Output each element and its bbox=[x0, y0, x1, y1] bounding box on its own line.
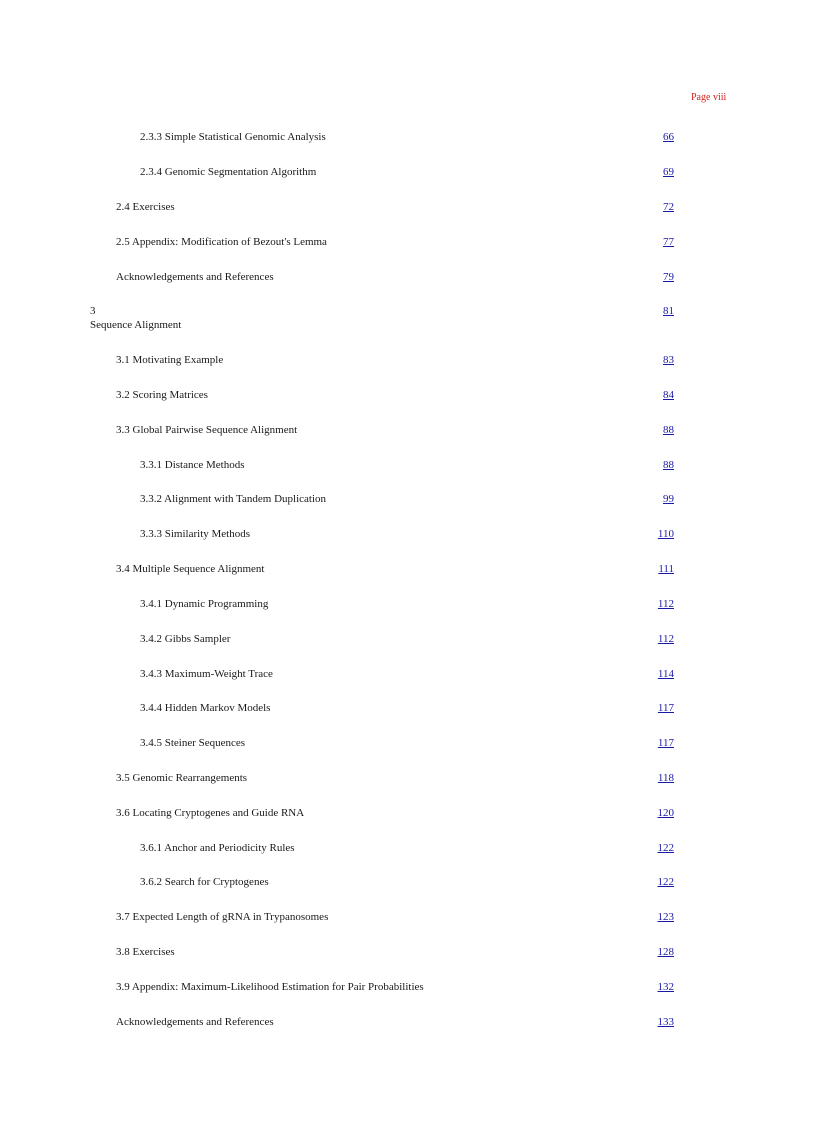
chapter-title: Sequence Alignment bbox=[90, 319, 182, 331]
toc-page-link[interactable]: 111 bbox=[658, 563, 674, 575]
toc-page-link[interactable]: 123 bbox=[657, 911, 674, 923]
toc-page-link[interactable]: 117 bbox=[657, 737, 674, 749]
toc-entry bbox=[0, 598, 816, 614]
toc-page-link[interactable]: 77 bbox=[663, 236, 674, 248]
toc-entry-title: 3.4.1 Dynamic Programming bbox=[140, 598, 269, 610]
toc-entry-title: 3.7 Expected Length of gRNA in Trypanosomes bbox=[116, 911, 329, 923]
toc-entry-title: 3.1 Motivating Example bbox=[116, 354, 224, 366]
toc-page-link[interactable]: 69 bbox=[663, 166, 674, 178]
toc-entry-title: 3.6.2 Search for Cryptogenes bbox=[140, 876, 269, 888]
toc-entry bbox=[0, 772, 816, 788]
toc-entry bbox=[0, 946, 816, 962]
chapter-number: 3 bbox=[90, 305, 96, 317]
toc-entry-title: 3.3 Global Pairwise Sequence Alignment bbox=[116, 424, 298, 436]
toc-page-link[interactable]: 110 bbox=[657, 528, 674, 540]
toc-page-link[interactable]: 112 bbox=[657, 633, 674, 645]
toc-page-link[interactable]: 88 bbox=[663, 459, 674, 471]
toc-entry bbox=[0, 842, 816, 858]
toc-entry-title: 3.8 Exercises bbox=[116, 946, 175, 958]
toc-entry bbox=[0, 807, 816, 823]
toc-page-link[interactable]: 72 bbox=[663, 201, 674, 213]
toc-entry-title: Acknowledgements and References bbox=[116, 271, 274, 283]
page-number-label: Page viii bbox=[691, 92, 727, 103]
toc-entry bbox=[0, 737, 816, 753]
toc-entry bbox=[0, 493, 816, 509]
toc-page-link[interactable]: 88 bbox=[663, 424, 674, 436]
toc-entry-title: Acknowledgements and References bbox=[116, 1016, 274, 1028]
toc-entry bbox=[0, 702, 816, 718]
toc-entry bbox=[0, 668, 816, 684]
toc-entry bbox=[0, 389, 816, 405]
toc-entry bbox=[0, 1016, 816, 1032]
toc-entry-title: 2.3.4 Genomic Segmentation Algorithm bbox=[140, 166, 317, 178]
toc-entry-title: 2.4 Exercises bbox=[116, 201, 175, 213]
toc-entry bbox=[0, 528, 816, 544]
toc-entry bbox=[0, 236, 816, 252]
toc-page-link[interactable]: 118 bbox=[657, 772, 674, 784]
toc-page-link[interactable]: 122 bbox=[657, 842, 674, 854]
toc-entry-title: 3.3.2 Alignment with Tandem Duplication bbox=[140, 493, 327, 505]
toc-entry-title: 3.3.3 Similarity Methods bbox=[140, 528, 250, 540]
toc-page-link[interactable]: 66 bbox=[663, 131, 674, 143]
toc-entry-title: 3.6.1 Anchor and Periodicity Rules bbox=[140, 842, 295, 854]
toc-page-link[interactable]: 132 bbox=[657, 981, 674, 993]
toc-entry-title: 3.4.2 Gibbs Sampler bbox=[140, 633, 231, 645]
toc-entry-title: 3.3.1 Distance Methods bbox=[140, 459, 245, 471]
toc-entry-title: 2.3.3 Simple Statistical Genomic Analysis bbox=[140, 131, 326, 143]
toc-entry bbox=[0, 354, 816, 370]
toc-page-link[interactable]: 83 bbox=[663, 354, 674, 366]
toc-entry bbox=[0, 459, 816, 475]
toc-page-link[interactable]: 133 bbox=[657, 1016, 674, 1028]
toc-entry-title: 3.4 Multiple Sequence Alignment bbox=[116, 563, 265, 575]
toc-entry-title: 3.4.4 Hidden Markov Models bbox=[140, 702, 271, 714]
toc-entry bbox=[0, 981, 816, 997]
toc-page-link[interactable]: 117 bbox=[657, 702, 674, 714]
toc-entry-title: 3.5 Genomic Rearrangements bbox=[116, 772, 248, 784]
toc-page-link[interactable]: 79 bbox=[663, 271, 674, 283]
toc-entry-title: 3.4.3 Maximum-Weight Trace bbox=[140, 668, 273, 680]
toc-entry bbox=[0, 271, 816, 287]
toc-entry bbox=[0, 424, 816, 440]
toc-entry-title: 3.9 Appendix: Maximum-Likelihood Estimation for Pair Probabilities bbox=[116, 981, 424, 993]
toc-entry bbox=[0, 633, 816, 649]
toc-entry bbox=[0, 201, 816, 217]
toc-chapter-entry bbox=[0, 305, 816, 335]
toc-entry bbox=[0, 911, 816, 927]
toc-page-link[interactable]: 120 bbox=[657, 807, 674, 819]
toc-page-link[interactable]: 112 bbox=[657, 598, 674, 610]
toc-entry bbox=[0, 166, 816, 182]
toc-page-link[interactable]: 81 bbox=[663, 305, 674, 317]
toc-entry bbox=[0, 131, 816, 147]
toc-page-link[interactable]: 99 bbox=[663, 493, 674, 505]
toc-page-link[interactable]: 128 bbox=[657, 946, 674, 958]
toc-page-link[interactable]: 114 bbox=[657, 668, 674, 680]
toc-page-link[interactable]: 122 bbox=[657, 876, 674, 888]
toc-page-link[interactable]: 84 bbox=[663, 389, 674, 401]
toc-entry bbox=[0, 876, 816, 892]
toc-entry-title: 2.5 Appendix: Modification of Bezout's Lemma bbox=[116, 236, 327, 248]
toc-entry bbox=[0, 563, 816, 579]
toc-entry-title: 3.2 Scoring Matrices bbox=[116, 389, 208, 401]
toc-entry-title: 3.6 Locating Cryptogenes and Guide RNA bbox=[116, 807, 305, 819]
toc-entry-title: 3.4.5 Steiner Sequences bbox=[140, 737, 246, 749]
